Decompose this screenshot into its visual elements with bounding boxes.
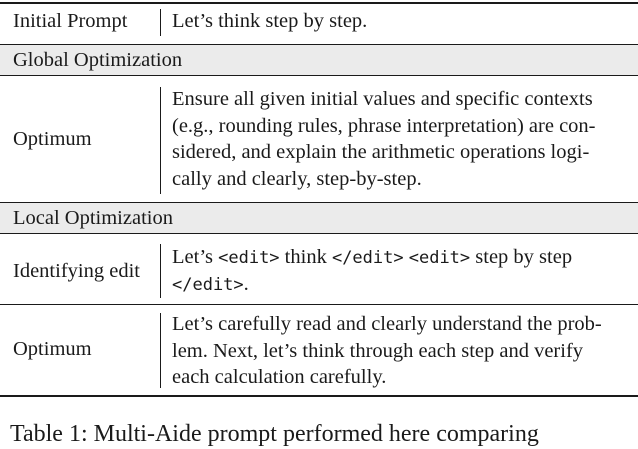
edit-tag: <edit> <box>408 248 471 268</box>
global-optimum-line: sidered, and explain the arithmetic operations logi- <box>172 141 590 163</box>
initial-prompt-text: Let’s think step by step. <box>172 10 368 32</box>
local-optimum-text <box>172 311 629 391</box>
identifying-edit-label: Identifying edit <box>13 260 140 282</box>
identifying-edit-line-2 <box>172 271 249 298</box>
global-optimum-line: (e.g., rounding rules, phrase interpretation) are con- <box>172 114 596 137</box>
local-optimum-line: each calculation carefully. <box>172 366 387 388</box>
edit-text: . <box>243 273 249 295</box>
identifying-edit-line-1 <box>172 244 572 271</box>
local-optimum-line: Let’s carefully read and clearly understand the prob- <box>172 313 602 335</box>
local-section-bottom-rule <box>0 233 638 234</box>
edit-tag: </edit> <box>172 275 244 295</box>
row-separator <box>0 304 638 305</box>
local-optimum-label: Optimum <box>13 338 92 360</box>
initial-prompt-divider <box>160 9 161 36</box>
edit-text: step by step <box>470 246 573 268</box>
local-optimum-line: lem. Next, let’s think through each step and verify <box>172 339 584 362</box>
identifying-edit-divider <box>160 244 161 298</box>
global-optimum-label: Optimum <box>13 128 92 150</box>
table-top-rule <box>0 2 638 4</box>
edit-text: think <box>279 246 332 268</box>
global-optimum-line: cally and clearly, step-by-step. <box>172 167 422 190</box>
edit-text: Let’s <box>172 246 219 268</box>
global-section-title: Global Optimization <box>13 49 183 71</box>
edit-tag: <edit> <box>218 248 280 268</box>
global-optimum-text <box>172 86 629 192</box>
global-section-bottom-rule <box>0 75 638 76</box>
local-optimum-divider <box>160 313 161 388</box>
table-caption: Table 1: Multi-Aide prompt performed here comparing <box>10 421 539 447</box>
local-section-title: Local Optimization <box>13 207 173 229</box>
table-bottom-rule <box>0 395 638 397</box>
global-optimum-divider <box>160 87 161 194</box>
edit-tag: </edit> <box>331 248 404 268</box>
global-optimum-line: Ensure all given initial values and specific contexts <box>172 88 593 110</box>
initial-prompt-label: Initial Prompt <box>13 10 128 32</box>
